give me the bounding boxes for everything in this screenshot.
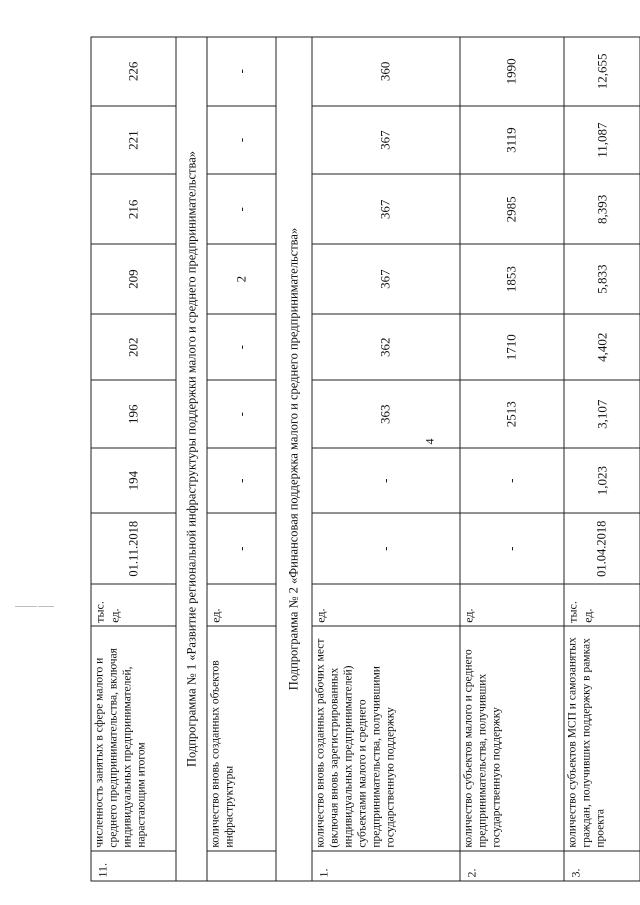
table-row — [207, 37, 276, 881]
value-cell: 2 — [207, 244, 276, 314]
indicator-name: количество субъектов МСП и самозанятых граждан, получивших поддержку в рамках проекта — [564, 626, 640, 851]
value-cell: 209 — [91, 244, 176, 314]
value-cell: 1710 — [460, 314, 564, 380]
value-cell: - — [207, 174, 276, 244]
rotated-table-container — [91, 37, 640, 882]
indicator-name: количество вновь созданных рабочих мест (включая вновь зарегистрированных индивидуальных предпринимателей) субъектами малого и среднего предпринимательства, получившими государственную поддержку — [312, 626, 460, 851]
unit-cell: ед. — [207, 584, 276, 626]
value-cell: 221 — [91, 106, 176, 175]
row-index — [207, 851, 276, 881]
base-date-cell: - — [207, 513, 276, 584]
value-cell: - — [207, 37, 276, 106]
value-cell: 202 — [91, 314, 176, 380]
value-cell: 194 — [91, 448, 176, 513]
value-cell: 12,655 — [564, 37, 640, 106]
value-cell: 2985 — [460, 174, 564, 244]
value-cell: - — [460, 448, 564, 513]
scan-mark — [38, 606, 54, 607]
subprogram-1-title: Подпрограмма № 1 «Развитие региональной инфраструктуры поддержки малого и среднего предпринимательства» — [176, 37, 207, 881]
value-cell: - — [207, 106, 276, 175]
value-cell: - — [207, 314, 276, 380]
value-cell: 196 — [91, 380, 176, 448]
value-cell: 1853 — [460, 244, 564, 314]
value-cell: 5,833 — [564, 244, 640, 314]
value-cell: 3,107 — [564, 380, 640, 448]
base-date-cell: 01.11.2018 — [91, 513, 176, 584]
indicator-name: количество субъектов малого и среднего предпринимательства, получивших государственную поддержку — [460, 626, 564, 851]
value-cell: 216 — [91, 174, 176, 244]
scan-mark — [15, 606, 37, 607]
indicators-table — [91, 37, 640, 882]
value-cell: 1990 — [460, 37, 564, 106]
subprogram-header — [276, 37, 312, 881]
base-date-cell: - — [460, 513, 564, 584]
indicator-name: численность занятых в сфере малого и среднего предпринимательства, включая индивидуальных предпринимателей, нарастающим итогом — [91, 626, 176, 851]
page-number: 4 — [422, 438, 437, 445]
indicator-name: количество вновь созданных объектов инфраструктуры — [207, 626, 276, 851]
table-row — [460, 37, 564, 881]
table-row — [312, 37, 460, 881]
table-row — [91, 37, 176, 881]
value-cell: 4,402 — [564, 314, 640, 380]
value-cell: 11,087 — [564, 106, 640, 175]
unit-cell: ед. — [460, 584, 564, 626]
value-cell: - — [312, 448, 460, 513]
value-cell: 3119 — [460, 106, 564, 175]
value-cell: 367 — [312, 244, 460, 314]
table-row — [564, 37, 640, 881]
value-cell: 226 — [91, 37, 176, 106]
unit-cell: тыс. ед. — [564, 584, 640, 626]
subprogram-header — [176, 37, 207, 881]
value-cell: 367 — [312, 106, 460, 175]
value-cell: 360 — [312, 37, 460, 106]
value-cell: - — [207, 380, 276, 448]
value-cell: 2513 — [460, 380, 564, 448]
unit-cell: тыс. ед. — [91, 584, 176, 626]
row-index: 2. — [460, 851, 564, 881]
base-date-cell: - — [312, 513, 460, 584]
value-cell: 367 — [312, 174, 460, 244]
value-cell: 362 — [312, 314, 460, 380]
row-index: 1. — [312, 851, 460, 881]
base-date-cell: 01.04.2018 — [564, 513, 640, 584]
value-cell: 363 — [312, 380, 460, 448]
value-cell: 1,023 — [564, 448, 640, 513]
subprogram-2-title: Подпрограмма № 2 «Финансовая поддержка малого и среднего предпринимательства» — [276, 37, 312, 881]
value-cell: 8,393 — [564, 174, 640, 244]
unit-cell: ед. — [312, 584, 460, 626]
value-cell: - — [207, 448, 276, 513]
row-index: 3. — [564, 851, 640, 881]
row-index: 11. — [91, 851, 176, 881]
